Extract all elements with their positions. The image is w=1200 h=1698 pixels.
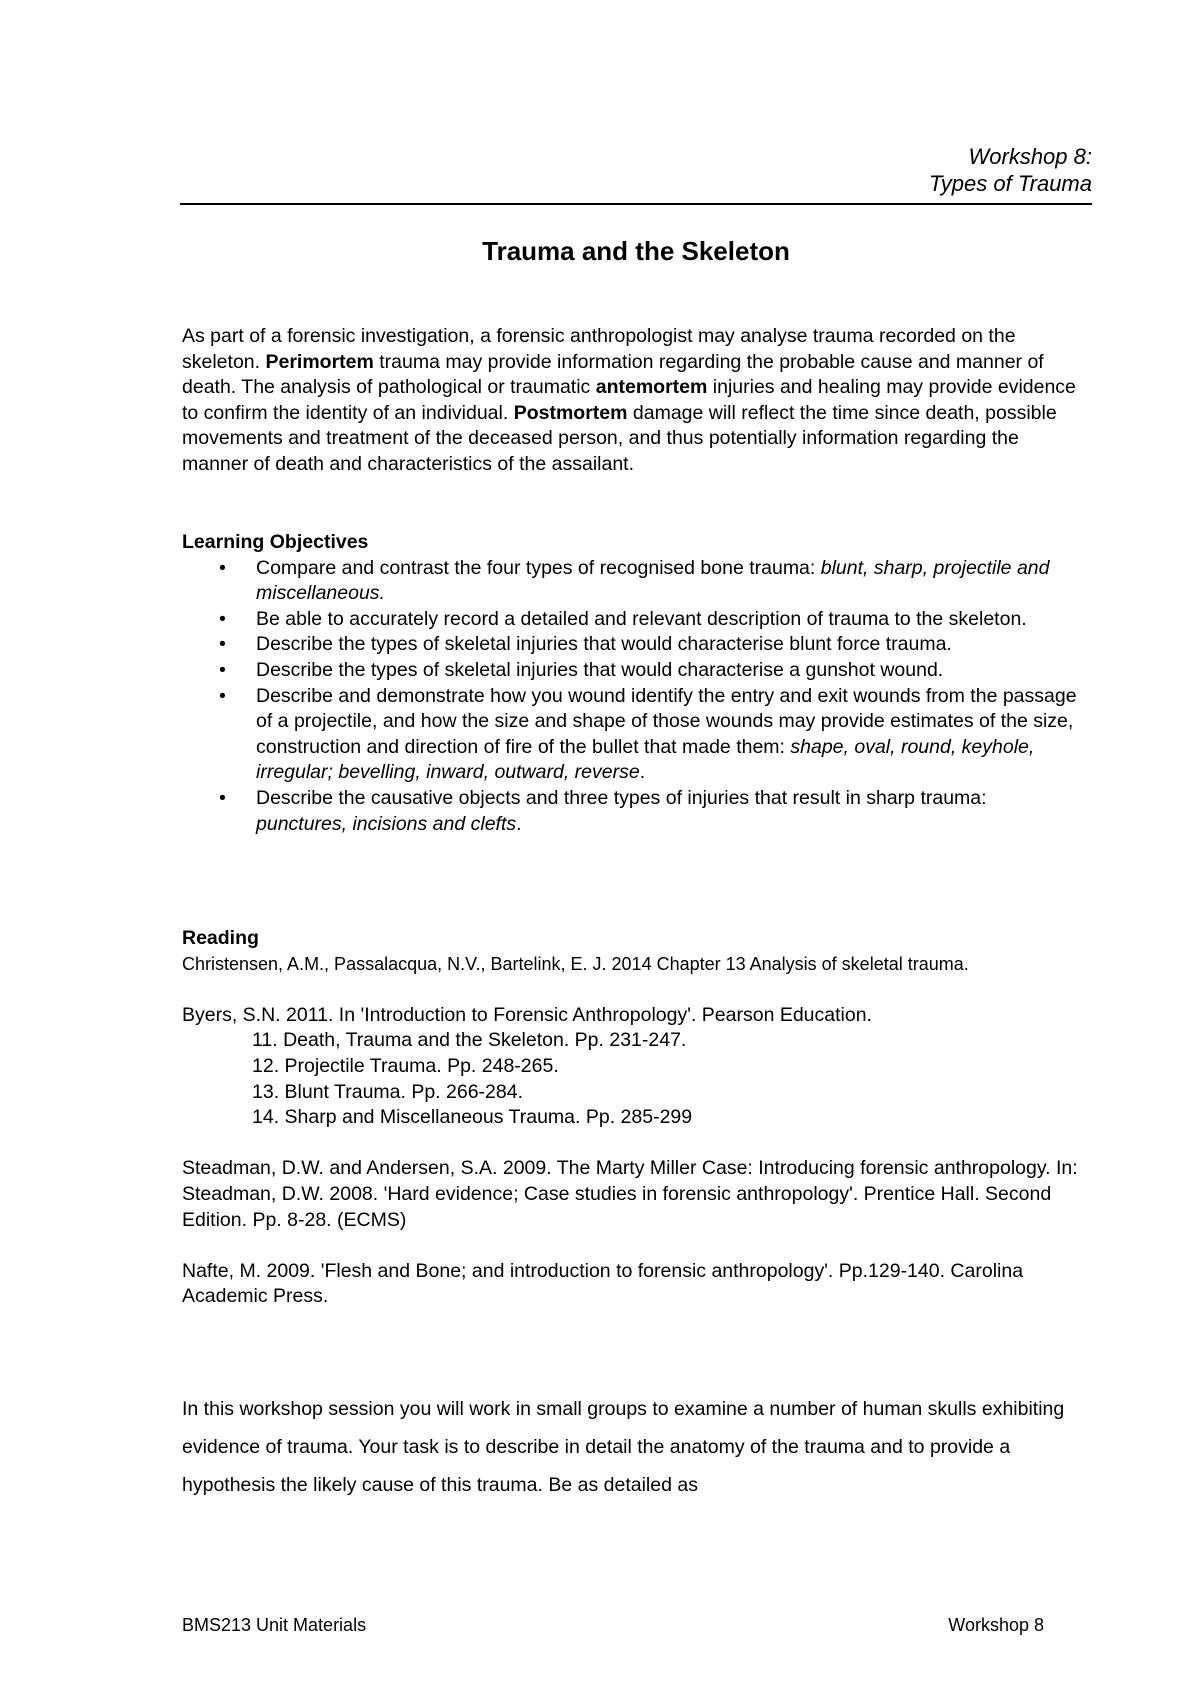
footer-unit-label: BMS213 Unit Materials: [182, 1615, 367, 1635]
list-item: [182, 607, 1082, 633]
list-item: [182, 658, 1082, 684]
objective-emphasis: shape, oval, round, keyhole, irregular; bevelling, inward, outward, reverse: [256, 735, 1035, 784]
running-header: [180, 143, 1092, 197]
task-paragraph: In this workshop session you will work in small groups to examine a number of human skulls exhibiting evidence of trauma. Your task is to describe in detail the anatomy of the trauma and to provide a hypothesis the likely cause of this trauma. Be as detailed as: [182, 1398, 1065, 1496]
spacer: [182, 1131, 1082, 1157]
reading-section: [182, 926, 1082, 1310]
objective-end: .: [639, 761, 646, 784]
reference-chapter: 11. Death, Trauma and the Skeleton. Pp. 231-247.: [252, 1029, 687, 1052]
objective-text: Compare and contrast the four types of recognised bone trauma:: [256, 556, 821, 579]
spacer: [182, 1233, 1082, 1259]
bullet-icon: •: [219, 556, 226, 579]
objective-end: .: [516, 812, 522, 835]
reference-chapter: 13. Blunt Trauma. Pp. 266-284.: [252, 1080, 524, 1103]
reference-steadman: Steadman, D.W. and Andersen, S.A. 2009. The Marty Miller Case: Introducing forensic anthropology. In: Steadman, D.W. 2008. 'Hard evidence; Case studies in forensic anthropology'. Prentice Hall. Second Edition. Pp. 8-28. (ECMS): [182, 1157, 1078, 1231]
bullet-icon: •: [219, 607, 226, 630]
intro-paragraph: [182, 324, 1082, 478]
objective-text: Describe the types of skeletal injuries that would characterise blunt force trauma.: [256, 633, 952, 656]
objective-text: Describe the types of skeletal injuries that would characterise a gunshot wound.: [256, 658, 944, 681]
intro-text-1: As part of a forensic investigation, a forensic anthropologist may analyse trauma recorded on the skeleton.: [182, 325, 1016, 373]
list-item: [182, 786, 1082, 837]
header-workshop-number: Workshop 8:: [968, 144, 1092, 169]
page-title: Trauma and the Skeleton: [482, 236, 790, 266]
objectives-list: [182, 556, 1082, 838]
list-item: [182, 556, 1082, 607]
reference-christensen: Christensen, A.M., Passalacqua, N.V., Bartelink, E. J. 2014 Chapter 13 Analysis of skeletal trauma.: [182, 953, 969, 974]
reference-chapter: 12. Projectile Trauma. Pp. 248-265.: [252, 1054, 559, 1077]
objective-text: Describe the causative objects and three types of injuries that result in sharp trauma:: [256, 786, 987, 809]
list-item: [182, 632, 1082, 658]
reference-byers: Byers, S.N. 2011. In 'Introduction to Forensic Anthropology'. Pearson Education.: [182, 1003, 872, 1026]
objective-text: Describe and demonstrate how you wound identify the entry and exit wounds from the passage of a projectile, and how the size and shape of those wounds may provide estimates of the size, construction and direction of fire of the bullet that made them:: [256, 684, 1077, 758]
learning-objectives-heading: Learning Objectives: [182, 531, 369, 553]
learning-objectives-section: [182, 530, 1082, 837]
list-item: [182, 684, 1082, 786]
intro-text-4: damage will reflect the time since death, possible movements and treatment of the deceased person, and thus potentially information regarding the manner of death and characteristics of the assailant.: [182, 401, 1057, 475]
bullet-icon: •: [219, 633, 226, 656]
bullet-icon: •: [219, 786, 226, 809]
header-divider: [180, 203, 1092, 205]
reading-heading: Reading: [182, 927, 259, 949]
objective-emphasis: blunt, sharp, projectile and miscellaneous.: [256, 556, 1050, 605]
spacer: [182, 977, 1082, 1003]
intro-text-2: trauma may provide information regarding the probable cause and manner of death. The analysis of pathological or traumatic: [182, 350, 1044, 399]
objective-emphasis: punctures, incisions and clefts: [256, 812, 517, 835]
objective-text: Be able to accurately record a detailed and relevant description of trauma to the skeleton.: [256, 607, 1027, 630]
footer-workshop-label: Workshop 8: [948, 1615, 1044, 1635]
term-postmortem: Postmortem: [513, 401, 628, 424]
bullet-icon: •: [219, 684, 226, 707]
term-antemortem: antemortem: [595, 376, 708, 399]
header-workshop-topic: Types of Trauma: [928, 171, 1092, 196]
term-perimortem: Perimortem: [265, 350, 374, 373]
reference-nafte: Nafte, M. 2009. 'Flesh and Bone; and introduction to forensic anthropology'. Pp.129-140. Carolina Academic Press.: [182, 1259, 1024, 1308]
reference-chapter: 14. Sharp and Miscellaneous Trauma. Pp. 285-299: [252, 1106, 693, 1129]
bullet-icon: •: [219, 658, 226, 681]
intro-text-3: injuries and healing may provide evidence to confirm the identity of an individual.: [182, 376, 1076, 424]
